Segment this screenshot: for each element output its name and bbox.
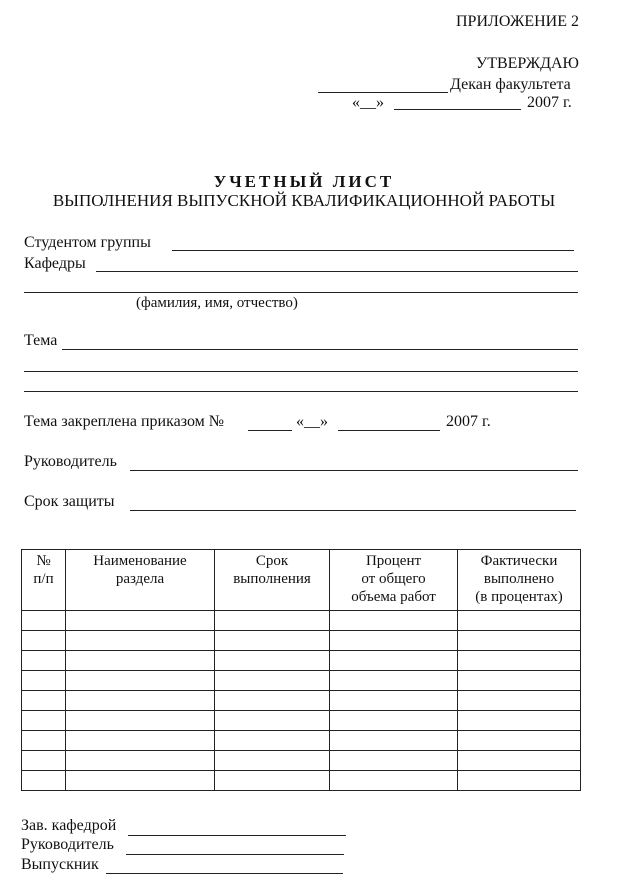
column-header-number [22, 550, 66, 611]
order-year: 2007 г. [446, 413, 491, 430]
table-cell[interactable] [330, 671, 458, 691]
page-title: УЧЕТНЫЙ ЛИСТ [213, 172, 395, 191]
table-cell[interactable] [66, 671, 215, 691]
table-cell[interactable] [330, 691, 458, 711]
column-header-deadline-text: Срок выполнения [233, 553, 311, 587]
table-cell[interactable] [330, 611, 458, 631]
table-cell[interactable] [215, 671, 330, 691]
head-of-department-label: Зав. кафедрой [21, 817, 117, 834]
table-cell[interactable] [22, 651, 66, 671]
table-cell[interactable] [22, 771, 66, 791]
table-cell[interactable] [215, 751, 330, 771]
head-of-department-signature[interactable] [128, 835, 346, 836]
table-cell[interactable] [458, 771, 581, 791]
table-cell[interactable] [22, 731, 66, 751]
full-name-field[interactable] [24, 292, 578, 293]
column-header-percent [330, 550, 458, 611]
column-header-number-text: № п/п [33, 553, 54, 587]
table-cell[interactable] [458, 751, 581, 771]
table-cell[interactable] [22, 671, 66, 691]
table-cell[interactable] [458, 611, 581, 631]
topic-field-line-2[interactable] [24, 371, 578, 372]
order-day-field[interactable]: «__» [296, 413, 328, 430]
table-row [22, 731, 581, 751]
order-number-field[interactable] [248, 430, 292, 431]
order-label: Тема закреплена приказом № [24, 413, 225, 430]
table-row [22, 651, 581, 671]
table-cell[interactable] [66, 731, 215, 751]
table-cell[interactable] [22, 691, 66, 711]
department-label: Кафедры [24, 255, 86, 272]
table-cell[interactable] [458, 691, 581, 711]
deadline-label: Срок защиты [24, 493, 115, 510]
table-cell[interactable] [330, 771, 458, 791]
table-cell[interactable] [215, 711, 330, 731]
supervisor-signature-label: Руководитель [21, 836, 114, 853]
table-row [22, 751, 581, 771]
table-cell[interactable] [22, 751, 66, 771]
table-row [22, 711, 581, 731]
table-cell[interactable] [215, 611, 330, 631]
approval-year: 2007 г. [527, 94, 572, 111]
column-header-section-text: Наименование раздела [93, 553, 187, 587]
progress-table [21, 549, 581, 791]
topic-field[interactable] [62, 349, 578, 350]
dean-signature-line[interactable] [318, 92, 448, 93]
student-group-label: Студентом группы [24, 234, 151, 251]
order-month-field[interactable] [338, 430, 440, 431]
table-cell[interactable] [215, 731, 330, 751]
table-cell[interactable] [215, 651, 330, 671]
table-row [22, 611, 581, 631]
table-cell[interactable] [330, 731, 458, 751]
table-cell[interactable] [66, 711, 215, 731]
column-header-actual [458, 550, 581, 611]
table-cell[interactable] [458, 731, 581, 751]
student-group-field[interactable] [172, 250, 574, 251]
appendix-label: ПРИЛОЖЕНИЕ 2 [455, 13, 579, 30]
supervisor-label: Руководитель [24, 453, 117, 470]
topic-label: Тема [24, 332, 58, 349]
table-cell[interactable] [330, 631, 458, 651]
department-field[interactable] [96, 271, 578, 272]
table-row [22, 771, 581, 791]
graduate-signature[interactable] [106, 873, 343, 874]
table-cell[interactable] [22, 711, 66, 731]
supervisor-signature[interactable] [126, 854, 344, 855]
topic-field-line-3[interactable] [24, 391, 578, 392]
table-cell[interactable] [215, 691, 330, 711]
graduate-label: Выпускник [21, 856, 99, 873]
table-cell[interactable] [330, 651, 458, 671]
approve-label: УТВЕРЖДАЮ [475, 55, 579, 72]
table-cell[interactable] [66, 771, 215, 791]
column-header-actual-text: Фактически выполнено (в процентах) [475, 553, 563, 605]
approval-day-field[interactable]: «__» [352, 94, 384, 111]
column-header-section [66, 550, 215, 611]
table-cell[interactable] [66, 631, 215, 651]
table-cell[interactable] [66, 691, 215, 711]
table-cell[interactable] [458, 711, 581, 731]
table-cell[interactable] [330, 711, 458, 731]
table-body [22, 611, 581, 791]
table-cell[interactable] [22, 631, 66, 651]
column-header-deadline [215, 550, 330, 611]
approval-month-line[interactable] [394, 109, 521, 110]
full-name-hint: (фамилия, имя, отчество) [136, 295, 298, 311]
table-row [22, 671, 581, 691]
dean-label: Декан факультета [450, 76, 571, 93]
table-cell[interactable] [458, 671, 581, 691]
table-cell[interactable] [458, 631, 581, 651]
table-header-row [22, 550, 581, 611]
table-cell[interactable] [330, 751, 458, 771]
page-subtitle: ВЫПОЛНЕНИЯ ВЫПУСКНОЙ КВАЛИФИКАЦИОННОЙ РАБОТЫ [52, 191, 556, 210]
column-header-percent-text: Процент от общего объема работ [351, 553, 436, 605]
table-row [22, 631, 581, 651]
table-cell[interactable] [458, 651, 581, 671]
table-row [22, 691, 581, 711]
table-cell[interactable] [66, 651, 215, 671]
table-cell[interactable] [66, 751, 215, 771]
table-cell[interactable] [66, 611, 215, 631]
supervisor-field[interactable] [130, 470, 578, 471]
table-cell[interactable] [22, 611, 66, 631]
deadline-field[interactable] [130, 510, 576, 511]
table-cell[interactable] [215, 771, 330, 791]
table-cell[interactable] [215, 631, 330, 651]
